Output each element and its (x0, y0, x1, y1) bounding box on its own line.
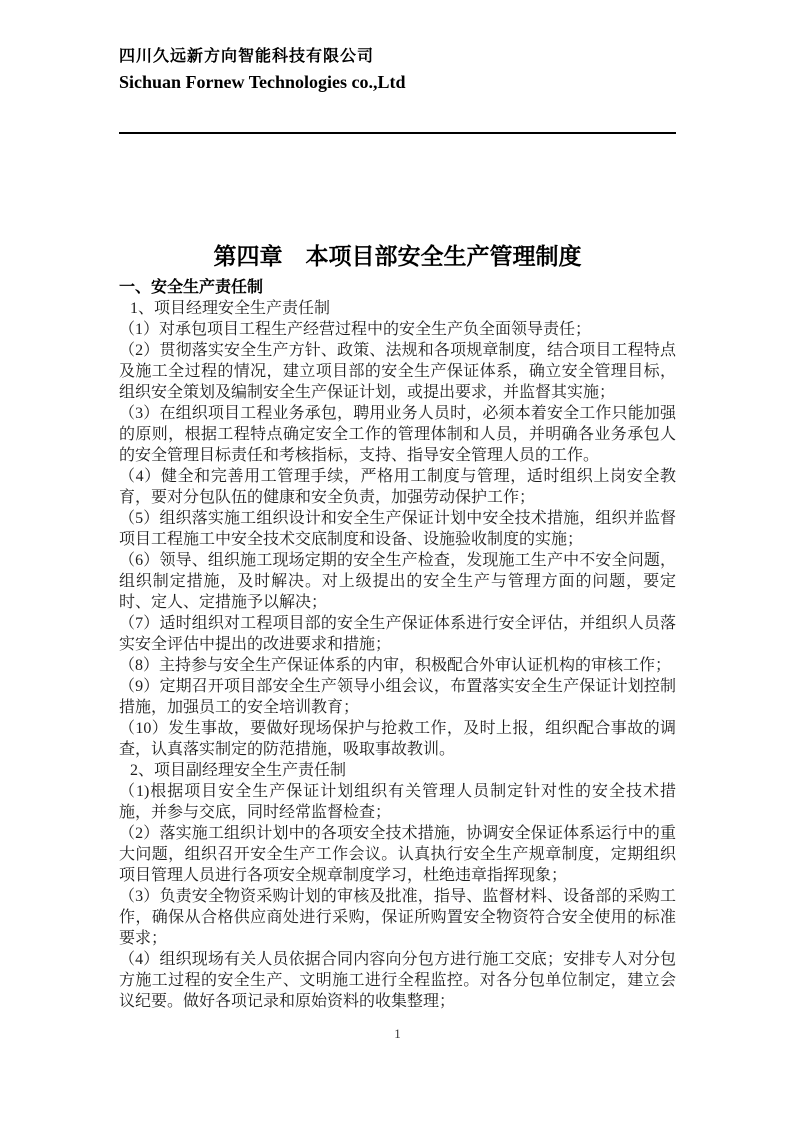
company-name-chinese: 四川久远新方向智能科技有限公司 (119, 48, 375, 65)
page-footer (119, 1026, 676, 1042)
paragraph: （6）领导、组织施工现场定期的安全生产检查，发现施工生产中不安全问题，组织制定措施，及时解决。对上级提出的安全生产与管理方面的问题，要定时、定人、定措施予以解决； (119, 552, 676, 611)
paragraph: （3）在组织项目工程业务承包，聘用业务人员时，必须本着安全工作只能加强的原则，根据工程特点确定安全工作的管理体制和人员，并明确各业务承包人的安全管理目标责任和考核指标，支持、指导安全管理人员的工作。 (119, 405, 676, 464)
paragraph: 一、安全生产责任制 (119, 279, 264, 296)
chapter-title: 第四章 本项目部安全生产管理制度 (213, 243, 582, 269)
paragraph: 1、项目经理安全生产责任制 (130, 300, 331, 317)
company-name-english: Sichuan Fornew Technologies co.,Ltd (119, 72, 406, 92)
paragraph: （4）组织现场有关人员依据合同内容向分包方进行施工交底；安排专人对分包方施工过程的安全生产、文明施工进行全程监控。对各分包单位制定，建立会议纪要。做好各项记录和原始资料的收集整理； (119, 951, 676, 1010)
paragraph: 2、项目副经理安全生产责任制 (130, 762, 347, 779)
paragraph: （8）主持参与安全生产保证体系的内审，积极配合外审认证机构的审核工作； (119, 657, 672, 674)
letterhead (119, 46, 675, 94)
document-body (119, 277, 676, 1012)
paragraph: （4）健全和完善用工管理手续，严格用工制度与管理，适时组织上岗安全教育，要对分包队伍的健康和安全负责，加强劳动保护工作； (119, 468, 676, 506)
paragraph: （7）适时组织对工程项目部的安全生产保证体系进行安全评估，并组织人员落实安全评估中提出的改进要求和措施； (119, 615, 676, 653)
page-number: 1 (394, 1026, 401, 1041)
paragraph: （10）发生事故，要做好现场保护与抢救工作，及时上报，组织配合事故的调查，认真落实制定的防范措施，吸取事故教训。 (119, 720, 676, 758)
paragraph: （1)根据项目安全生产保证计划组织有关管理人员制定针对性的安全技术措施，并参与交底，同时经常监督检查； (119, 783, 676, 821)
paragraph: （5）组织落实施工组织设计和安全生产保证计划中安全技术措施，组织并监督项目工程施工中安全技术交底制度和设备、设施验收制度的实施； (119, 510, 676, 548)
paragraph: （3）负责安全物资采购计划的审核及批准，指导、监督材料、设备部的采购工作，确保从合格供应商处进行采购，保证所购置安全物资符合安全使用的标准要求； (119, 888, 676, 947)
paragraph: （9）定期召开项目部安全生产领导小组会议，布置落实安全生产保证计划控制措施，加强员工的安全培训教育； (119, 678, 676, 716)
paragraph: （2）贯彻落实安全生产方针、政策、法规和各项规章制度，结合项目工程特点及施工全过程的情况，建立项目部的安全生产保证体系，确立安全管理目标，组织安全策划及编制安全生产保证计划，或提出要求，并监督其实施； (119, 342, 676, 401)
paragraph: （2）落实施工组织计划中的各项安全技术措施，协调安全保证体系运行中的重大问题，组织召开安全生产工作会议。认真执行安全生产规章制度，定期组织项目管理人员进行各项安全规章制度学习，杜绝违章指挥现象； (119, 825, 676, 884)
paragraph: （1）对承包项目工程生产经营过程中的安全生产负全面领导责任； (119, 321, 592, 338)
header-divider-rule (119, 132, 676, 134)
